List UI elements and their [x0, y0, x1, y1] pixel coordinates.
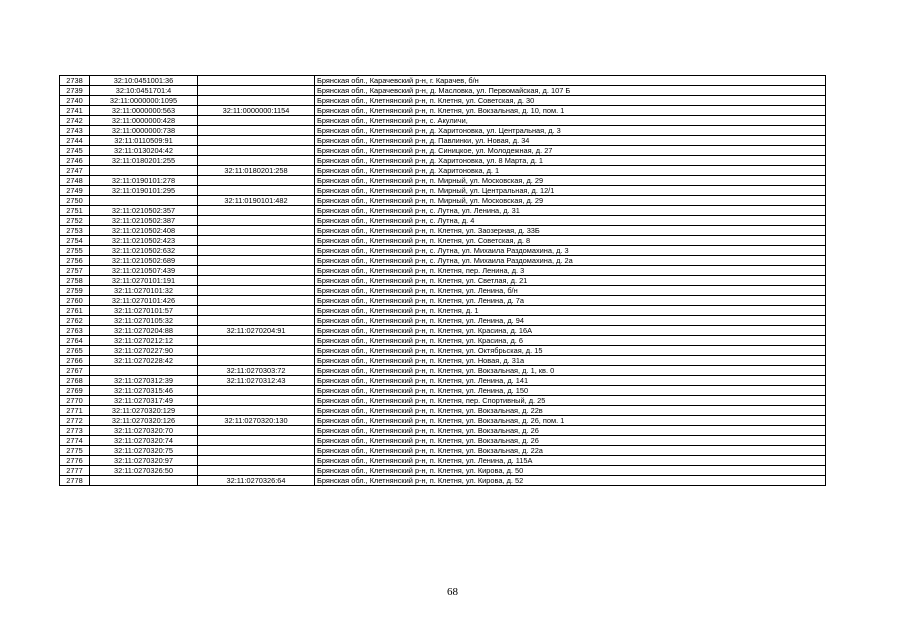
cadastral-number-cell: 32:11:0270204:88 [90, 326, 198, 336]
linked-cadastral-number-cell: 32:11:0190101:482 [198, 196, 315, 206]
cadastral-number-cell: 32:11:0000000:563 [90, 106, 198, 116]
table-row [60, 416, 826, 426]
table-row [60, 256, 826, 266]
table-row [60, 236, 826, 246]
cadastral-number-cell: 32:11:0270101:32 [90, 286, 198, 296]
table-row [60, 386, 826, 396]
row-number-cell: 2763 [60, 326, 90, 336]
cadastral-number-cell: 32:11:0270320:126 [90, 416, 198, 426]
linked-cadastral-number-cell [198, 426, 315, 436]
row-number-cell: 2753 [60, 226, 90, 236]
table-row [60, 296, 826, 306]
row-number-cell: 2750 [60, 196, 90, 206]
cadastral-number-cell: 32:11:0210502:423 [90, 236, 198, 246]
linked-cadastral-number-cell: 32:11:0270320:130 [198, 416, 315, 426]
table-row [60, 126, 826, 136]
table-row [60, 226, 826, 236]
row-number-cell: 2740 [60, 96, 90, 106]
row-number-cell: 2767 [60, 366, 90, 376]
cadastral-number-cell: 32:11:0270105:32 [90, 316, 198, 326]
linked-cadastral-number-cell [198, 266, 315, 276]
address-cell: Брянская обл., Клетнянский р-н, п. Клетня, ул. Вокзальная, д. 26 [315, 426, 826, 436]
table-row [60, 76, 826, 86]
address-cell: Брянская обл., Клетнянский р-н, п. Клетня, пер. Ленина, д. 3 [315, 266, 826, 276]
row-number-cell: 2755 [60, 246, 90, 256]
cadastral-number-cell: 32:11:0270320:75 [90, 446, 198, 456]
cadastral-number-cell: 32:11:0210502:632 [90, 246, 198, 256]
address-cell: Брянская обл., Клетнянский р-н, п. Клетня, ул. Заозерная, д. 33Б [315, 226, 826, 236]
row-number-cell: 2756 [60, 256, 90, 266]
row-number-cell: 2769 [60, 386, 90, 396]
table-row [60, 246, 826, 256]
address-cell: Брянская обл., Клетнянский р-н, п. Клетня, ул. Вокзальная, д. 22в [315, 406, 826, 416]
table-row [60, 266, 826, 276]
row-number-cell: 2762 [60, 316, 90, 326]
table-row [60, 216, 826, 226]
row-number-cell: 2746 [60, 156, 90, 166]
row-number-cell: 2770 [60, 396, 90, 406]
address-cell: Брянская обл., Клетнянский р-н, с. Лутна, ул. Михаила Раздомахина, д. 3 [315, 246, 826, 256]
row-number-cell: 2757 [60, 266, 90, 276]
cadastral-number-cell: 32:11:0270101:426 [90, 296, 198, 306]
address-cell: Брянская обл., Клетнянский р-н, д. Харитоновка, д. 1 [315, 166, 826, 176]
row-number-cell: 2747 [60, 166, 90, 176]
table-row [60, 156, 826, 166]
address-cell: Брянская обл., Клетнянский р-н, п. Клетня, ул. Красина, д. 16А [315, 326, 826, 336]
table-row [60, 96, 826, 106]
table-row [60, 466, 826, 476]
address-cell: Брянская обл., Клетнянский р-н, с. Акуличи, [315, 116, 826, 126]
linked-cadastral-number-cell [198, 316, 315, 326]
address-cell: Брянская обл., Клетнянский р-н, п. Клетня, ул. Ленина, б/н [315, 286, 826, 296]
table-row [60, 476, 826, 486]
cadastral-number-cell: 32:11:0180201:255 [90, 156, 198, 166]
linked-cadastral-number-cell [198, 226, 315, 236]
address-cell: Брянская обл., Клетнянский р-н, п. Клетня, ул. Вокзальная, д. 1, кв. 0 [315, 366, 826, 376]
cadastral-number-cell: 32:11:0110509:91 [90, 136, 198, 146]
registry-table-body [60, 76, 826, 486]
row-number-cell: 2774 [60, 436, 90, 446]
row-number-cell: 2751 [60, 206, 90, 216]
linked-cadastral-number-cell [198, 86, 315, 96]
table-row [60, 376, 826, 386]
row-number-cell: 2778 [60, 476, 90, 486]
table-row [60, 346, 826, 356]
cadastral-number-cell: 32:11:0270320:70 [90, 426, 198, 436]
linked-cadastral-number-cell [198, 236, 315, 246]
cadastral-number-cell: 32:11:0210502:408 [90, 226, 198, 236]
address-cell: Брянская обл., Клетнянский р-н, п. Клетня, ул. Ленина, д. 7а [315, 296, 826, 306]
address-cell: Брянская обл., Клетнянский р-н, п. Клетня, ул. Новая, д. 31а [315, 356, 826, 366]
row-number-cell: 2768 [60, 376, 90, 386]
linked-cadastral-number-cell [198, 186, 315, 196]
row-number-cell: 2739 [60, 86, 90, 96]
cadastral-number-cell: 32:11:0270326:50 [90, 466, 198, 476]
address-cell: Брянская обл., Клетнянский р-н, п. Клетня, ул. Вокзальная, д. 22а [315, 446, 826, 456]
linked-cadastral-number-cell [198, 136, 315, 146]
row-number-cell: 2738 [60, 76, 90, 86]
linked-cadastral-number-cell [198, 76, 315, 86]
cadastral-number-cell [90, 476, 198, 486]
linked-cadastral-number-cell [198, 256, 315, 266]
address-cell: Брянская обл., Клетнянский р-н, п. Клетня, ул. Ленина, д. 94 [315, 316, 826, 326]
table-row [60, 286, 826, 296]
address-cell: Брянская обл., Клетнянский р-н, п. Клетня, ул. Советская, д. 8 [315, 236, 826, 246]
cadastral-number-cell [90, 196, 198, 206]
table-row [60, 446, 826, 456]
address-cell: Брянская обл., Клетнянский р-н, с. Лутна, ул. Ленина, д. 31 [315, 206, 826, 216]
table-row [60, 86, 826, 96]
linked-cadastral-number-cell [198, 156, 315, 166]
address-cell: Брянская обл., Клетнянский р-н, п. Клетня, ул. Ленина, д. 150 [315, 386, 826, 396]
linked-cadastral-number-cell [198, 126, 315, 136]
row-number-cell: 2748 [60, 176, 90, 186]
row-number-cell: 2742 [60, 116, 90, 126]
table-row [60, 406, 826, 416]
table-row [60, 186, 826, 196]
address-cell: Брянская обл., Клетнянский р-н, п. Клетня, ул. Ленина, д. 115А [315, 456, 826, 466]
address-cell: Брянская обл., Клетнянский р-н, п. Клетня, ул. Вокзальная, д. 26 [315, 436, 826, 446]
table-row [60, 456, 826, 466]
linked-cadastral-number-cell [198, 396, 315, 406]
cadastral-number-cell: 32:11:0270320:129 [90, 406, 198, 416]
linked-cadastral-number-cell [198, 216, 315, 226]
address-cell: Брянская обл., Клетнянский р-н, п. Клетня, ул. Советская, д. 30 [315, 96, 826, 106]
cadastral-number-cell: 32:11:0210502:689 [90, 256, 198, 266]
row-number-cell: 2741 [60, 106, 90, 116]
table-row [60, 206, 826, 216]
row-number-cell: 2764 [60, 336, 90, 346]
linked-cadastral-number-cell [198, 96, 315, 106]
row-number-cell: 2777 [60, 466, 90, 476]
cadastral-number-cell: 32:11:0270101:191 [90, 276, 198, 286]
linked-cadastral-number-cell [198, 246, 315, 256]
table-row [60, 426, 826, 436]
cadastral-number-cell: 32:11:0210502:387 [90, 216, 198, 226]
row-number-cell: 2771 [60, 406, 90, 416]
row-number-cell: 2745 [60, 146, 90, 156]
table-row [60, 436, 826, 446]
row-number-cell: 2766 [60, 356, 90, 366]
row-number-cell: 2754 [60, 236, 90, 246]
cadastral-number-cell: 32:11:0270320:74 [90, 436, 198, 446]
linked-cadastral-number-cell: 32:11:0180201:258 [198, 166, 315, 176]
linked-cadastral-number-cell [198, 336, 315, 346]
cadastral-number-cell: 32:11:0270212:12 [90, 336, 198, 346]
linked-cadastral-number-cell [198, 356, 315, 366]
cadastral-number-cell: 32:11:0000000:738 [90, 126, 198, 136]
cadastral-number-cell [90, 166, 198, 176]
linked-cadastral-number-cell: 32:11:0270303:72 [198, 366, 315, 376]
row-number-cell: 2743 [60, 126, 90, 136]
address-cell: Брянская обл., Клетнянский р-н, с. Лутна, д. 4 [315, 216, 826, 226]
address-cell: Брянская обл., Клетнянский р-н, п. Клетня, пер. Спортивный, д. 25 [315, 396, 826, 406]
cadastral-number-cell: 32:11:0270101:57 [90, 306, 198, 316]
address-cell: Брянская обл., Клетнянский р-н, п. Клетня, ул. Красина, д. 6 [315, 336, 826, 346]
address-cell: Брянская обл., Клетнянский р-н, п. Клетня, ул. Кирова, д. 50 [315, 466, 826, 476]
linked-cadastral-number-cell [198, 206, 315, 216]
row-number-cell: 2775 [60, 446, 90, 456]
linked-cadastral-number-cell [198, 146, 315, 156]
cadastral-number-cell: 32:11:0270315:46 [90, 386, 198, 396]
table-row [60, 116, 826, 126]
cadastral-number-cell: 32:11:0270228:42 [90, 356, 198, 366]
linked-cadastral-number-cell: 32:11:0270312:43 [198, 376, 315, 386]
linked-cadastral-number-cell [198, 436, 315, 446]
property-registry-table [59, 75, 826, 486]
address-cell: Брянская обл., Клетнянский р-н, п. Мирный, ул. Московская, д. 29 [315, 176, 826, 186]
row-number-cell: 2749 [60, 186, 90, 196]
cadastral-number-cell: 32:11:0270320:97 [90, 456, 198, 466]
linked-cadastral-number-cell: 32:11:0270204:91 [198, 326, 315, 336]
address-cell: Брянская обл., Клетнянский р-н, д. Павлинки, ул. Новая, д. 34 [315, 136, 826, 146]
linked-cadastral-number-cell [198, 466, 315, 476]
cadastral-number-cell [90, 366, 198, 376]
table-row [60, 336, 826, 346]
address-cell: Брянская обл., Клетнянский р-н, п. Клетня, д. 1 [315, 306, 826, 316]
cadastral-number-cell: 32:11:0000000:1095 [90, 96, 198, 106]
linked-cadastral-number-cell [198, 286, 315, 296]
table-row [60, 196, 826, 206]
address-cell: Брянская обл., Карачевский р-н, г. Карачев, б/н [315, 76, 826, 86]
table-row [60, 396, 826, 406]
cadastral-number-cell: 32:11:0210502:357 [90, 206, 198, 216]
row-number-cell: 2752 [60, 216, 90, 226]
table-row [60, 356, 826, 366]
cadastral-number-cell: 32:11:0210507:439 [90, 266, 198, 276]
table-row [60, 106, 826, 116]
linked-cadastral-number-cell [198, 446, 315, 456]
table-row [60, 306, 826, 316]
row-number-cell: 2761 [60, 306, 90, 316]
address-cell: Брянская обл., Карачевский р-н, д. Масловка, ул. Первомайская, д. 107 Б [315, 86, 826, 96]
table-row [60, 316, 826, 326]
linked-cadastral-number-cell [198, 456, 315, 466]
cadastral-number-cell: 32:11:0270312:39 [90, 376, 198, 386]
table-row [60, 166, 826, 176]
row-number-cell: 2744 [60, 136, 90, 146]
address-cell: Брянская обл., Клетнянский р-н, п. Клетня, ул. Кирова, д. 52 [315, 476, 826, 486]
linked-cadastral-number-cell [198, 306, 315, 316]
address-cell: Брянская обл., Клетнянский р-н, д. Харитоновка, ул. Центральная, д. 3 [315, 126, 826, 136]
linked-cadastral-number-cell [198, 406, 315, 416]
page-number: 68 [447, 586, 458, 598]
cadastral-number-cell: 32:10:0451001:36 [90, 76, 198, 86]
address-cell: Брянская обл., Клетнянский р-н, п. Мирный, ул. Московская, д. 29 [315, 196, 826, 206]
address-cell: Брянская обл., Клетнянский р-н, п. Клетня, ул. Вокзальная, д. 26, пом. 1 [315, 416, 826, 426]
address-cell: Брянская обл., Клетнянский р-н, с. Лутна, ул. Михаила Раздомахина, д. 2а [315, 256, 826, 266]
row-number-cell: 2776 [60, 456, 90, 466]
table-row [60, 276, 826, 286]
row-number-cell: 2772 [60, 416, 90, 426]
table-row [60, 146, 826, 156]
linked-cadastral-number-cell [198, 116, 315, 126]
row-number-cell: 2759 [60, 286, 90, 296]
linked-cadastral-number-cell [198, 276, 315, 286]
cadastral-number-cell: 32:11:0130204:42 [90, 146, 198, 156]
cadastral-number-cell: 32:10:0451701:4 [90, 86, 198, 96]
address-cell: Брянская обл., Клетнянский р-н, п. Клетня, ул. Светлая, д. 21 [315, 276, 826, 286]
address-cell: Брянская обл., Клетнянский р-н, п. Мирный, ул. Центральная, д. 12/1 [315, 186, 826, 196]
cadastral-number-cell: 32:11:0270227:90 [90, 346, 198, 356]
linked-cadastral-number-cell: 32:11:0000000:1154 [198, 106, 315, 116]
address-cell: Брянская обл., Клетнянский р-н, д. Синицкое, ул. Молодежная, д. 27 [315, 146, 826, 156]
linked-cadastral-number-cell [198, 346, 315, 356]
address-cell: Брянская обл., Клетнянский р-н, п. Клетня, ул. Октябрьская, д. 15 [315, 346, 826, 356]
address-cell: Брянская обл., Клетнянский р-н, д. Харитоновка, ул. 8 Марта, д. 1 [315, 156, 826, 166]
linked-cadastral-number-cell: 32:11:0270326:64 [198, 476, 315, 486]
table-row [60, 136, 826, 146]
row-number-cell: 2760 [60, 296, 90, 306]
cadastral-number-cell: 32:11:0000000:428 [90, 116, 198, 126]
cadastral-number-cell: 32:11:0190101:295 [90, 186, 198, 196]
linked-cadastral-number-cell [198, 176, 315, 186]
linked-cadastral-number-cell [198, 296, 315, 306]
table-row [60, 366, 826, 376]
cadastral-number-cell: 32:11:0190101:278 [90, 176, 198, 186]
table-row [60, 176, 826, 186]
row-number-cell: 2765 [60, 346, 90, 356]
address-cell: Брянская обл., Клетнянский р-н, п. Клетня, ул. Вокзальная, д. 10, пом. 1 [315, 106, 826, 116]
address-cell: Брянская обл., Клетнянский р-н, п. Клетня, ул. Ленина, д. 141 [315, 376, 826, 386]
row-number-cell: 2773 [60, 426, 90, 436]
table-row [60, 326, 826, 336]
row-number-cell: 2758 [60, 276, 90, 286]
cadastral-number-cell: 32:11:0270317:49 [90, 396, 198, 406]
linked-cadastral-number-cell [198, 386, 315, 396]
